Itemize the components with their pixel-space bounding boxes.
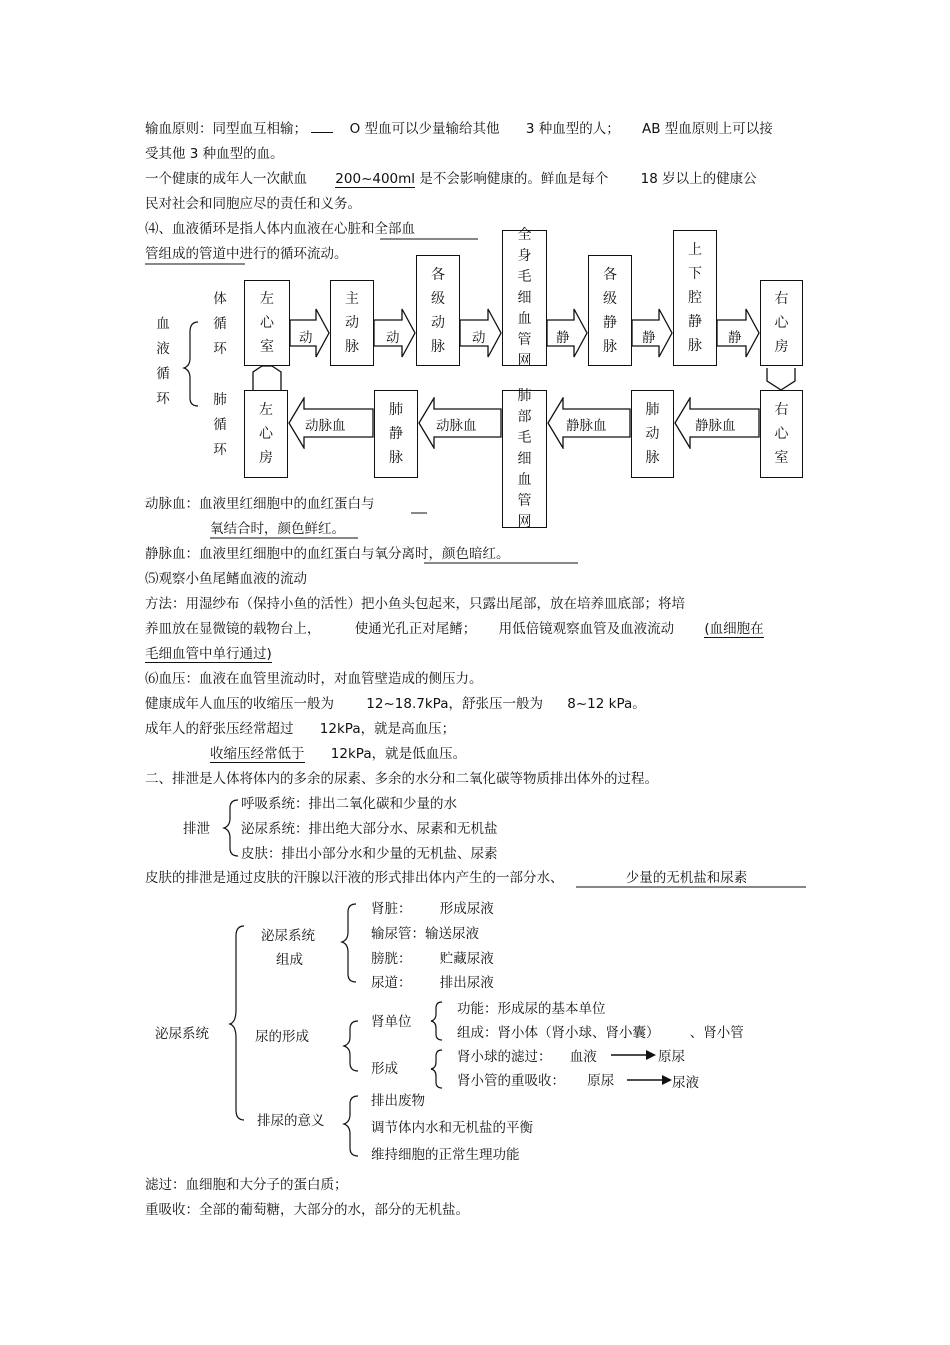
organ-function: 贮藏尿液 (439, 951, 494, 967)
bladder-item (371, 950, 494, 968)
composition-label: 泌尿系统 (261, 928, 315, 944)
excretion-item: 泌尿系统：排出绝大部分水、尿素和无机盐 (241, 821, 498, 837)
box-label: 左心房 (259, 402, 273, 466)
box-pulmonary-artery (631, 390, 674, 478)
donation-text: 一个健康的成年人一次献血 (145, 171, 307, 187)
box-label: 右心房 (774, 291, 789, 355)
arrow-label: 静脉血 (566, 418, 607, 434)
box-label: 主动脉 (345, 291, 359, 355)
fish-text: 毛细血管中单行通过) (145, 646, 272, 662)
box-pulmonary-vein (374, 390, 418, 478)
box-left-ventricle (244, 280, 290, 366)
urethra-item (371, 974, 494, 992)
composition-label: 组成 (276, 952, 303, 968)
pressure-text: 成年人的舒张压经常超过 (145, 721, 294, 737)
box-vena-cava (673, 230, 717, 366)
box-label: 上下腔静脉 (688, 242, 702, 354)
box-lung-capillaries (502, 387, 547, 530)
skin-text: 皮肤的排泄是通过皮肤的汗腺以汗液的形式排出体内产生的一部分水、 (145, 870, 564, 886)
pressure-line-2 (145, 720, 455, 738)
fish-text: 养皿放在显微镜的载物台上， (145, 621, 321, 637)
box-label: 各级静脉 (603, 266, 617, 355)
box-veins (588, 255, 632, 366)
arrow-label: 静脉血 (695, 418, 736, 434)
excretion-item: 皮肤：排出小部分水和少量的无机盐、尿素 (241, 846, 498, 862)
fish-method-2 (145, 620, 764, 638)
meaning-item: 调节体内水和无机盐的平衡 (371, 1120, 533, 1136)
arrow-label: 动 (386, 330, 400, 346)
text-line: 民对社会和同胞应尽的责任和义务。 (145, 196, 361, 212)
organ-name: 肾脏： (371, 901, 412, 917)
circulation-def-2: 管组成的管道中进行的循环流动。 (145, 246, 348, 262)
box-label: 肺静脉 (389, 402, 403, 466)
excretion-item: 呼吸系统：排出二氧化碳和少量的水 (241, 796, 457, 812)
skin-text: 少量的无机盐和尿素 (625, 870, 748, 886)
pressure-text: 健康成年人血压的收缩压一般为 (145, 696, 334, 712)
box-right-atrium (760, 280, 803, 366)
reabsorption-note: 重吸收：全部的葡萄糖，大部分的水，部分的无机盐。 (145, 1202, 469, 1218)
step-name: 肾小管的重吸收： (457, 1073, 565, 1089)
fish-title: ⑸观察小鱼尾鳍血液的流动 (145, 571, 307, 587)
arrow-label: 静 (556, 330, 570, 346)
pressure-text: 收缩压经常低于 (210, 746, 305, 762)
organ-name: 膀胱： (371, 951, 412, 967)
systemic-label: 体循环 (211, 285, 229, 363)
excretion-label: 排泄 (183, 821, 210, 837)
arrow-label: 静 (728, 330, 742, 346)
transfusion-rule: 输血原则：同型血互相输； (145, 121, 307, 137)
donation-age: 18 岁以上的健康公 (640, 171, 757, 187)
organ-function: 形成尿液 (439, 901, 494, 917)
transfusion-three-types: 3 种血型的人； (525, 121, 620, 137)
ureter-item: 输尿管：输送尿液 (371, 926, 479, 942)
organ-name: 尿道： (371, 975, 412, 991)
box-body-capillaries (502, 226, 547, 369)
box-label: 全身毛细血管网 (517, 226, 532, 369)
step-input: 原尿 (587, 1073, 615, 1089)
nephron-label: 肾单位 (371, 1014, 412, 1030)
nephron-text: 、肾小管 (689, 1025, 744, 1041)
filtration-output: 原尿 (658, 1049, 685, 1065)
excretion-title: 二、排泄是人体将体内的多余的尿素、多余的水分和二氧化碳等物质排出体外的过程。 (145, 771, 658, 787)
form-label: 形成 (371, 1061, 398, 1077)
kidney-item (371, 900, 494, 918)
reabsorption-output: 尿液 (672, 1075, 699, 1091)
reabsorption-step (457, 1072, 614, 1090)
box-aorta (330, 280, 374, 366)
organ-function: 排出尿液 (439, 975, 494, 991)
box-label: 右心室 (774, 402, 789, 466)
pressure-title: ⑹血压：血液在血管里流动时，对血管壁造成的侧压力。 (145, 671, 483, 687)
donation-amount: 200~400ml (335, 171, 416, 187)
circulation-def-1: ⑷、血液循环是指人体内血液在心脏和全部血 (145, 221, 415, 237)
text-line: 受其他 3 种血型的血。 (145, 146, 284, 162)
box-label: 各级动脉 (431, 266, 445, 355)
fish-text: (血细胞在 (704, 621, 764, 637)
box-arteries (416, 255, 460, 366)
pressure-text: 12~18.7kPa，舒张压一般为 (366, 696, 543, 712)
arrow-label: 动脉血 (305, 418, 346, 434)
meaning-label: 排尿的意义 (257, 1113, 325, 1129)
transfusion-o-type: O 型血可以少量输给其他 (349, 121, 500, 137)
box-label: 肺部毛细血管网 (517, 387, 532, 530)
fish-method-3 (145, 645, 272, 663)
donation-text-2: 是不会影响健康的。鲜血是每个 (419, 171, 609, 187)
fish-text: 使通光孔正对尾鳍； (354, 621, 477, 637)
box-right-ventricle (760, 390, 803, 478)
step-input: 血液 (569, 1049, 597, 1065)
box-label: 左心室 (260, 291, 274, 355)
pressure-text: 12kPa，就是低血压。 (330, 746, 467, 762)
box-label: 肺动脉 (645, 402, 660, 466)
nephron-text: 组成：肾小体（肾小球、肾小囊） (457, 1025, 660, 1041)
skin-excretion (145, 869, 747, 887)
pressure-text: 12kPa，就是高血压； (319, 721, 456, 737)
nephron-composition (457, 1024, 744, 1042)
meaning-item: 维持细胞的正常生理功能 (371, 1147, 520, 1163)
transfusion-ab-type: AB 型血原则上可以接 (642, 121, 773, 137)
arrow-label: 动脉血 (436, 418, 477, 434)
filtration-step (457, 1048, 597, 1066)
arrow-label: 动 (299, 330, 313, 346)
nephron-function: 功能：形成尿的基本单位 (457, 1001, 606, 1017)
box-left-atrium (244, 390, 288, 478)
meaning-item: 排出废物 (371, 1093, 425, 1109)
pulmonary-label: 肺循环 (211, 386, 229, 464)
pressure-text: 8~12 kPa。 (567, 696, 646, 712)
circulation-label: 血液循环 (154, 312, 172, 412)
formation-label: 尿的形成 (255, 1029, 309, 1045)
arterial-blood-1: 动脉血：血液里红细胞中的血红蛋白与 (145, 496, 375, 512)
urinary-root: 泌尿系统 (155, 1026, 209, 1042)
fish-text: 用低倍镜观察血管及血液流动 (498, 621, 675, 637)
filtration-note: 滤过：血细胞和大分子的蛋白质； (145, 1177, 348, 1193)
arrow-label: 静 (642, 330, 656, 346)
pressure-line-3 (210, 745, 466, 763)
pressure-line-1 (145, 695, 646, 713)
fish-method-1: 方法：用湿纱布（保持小鱼的活性）把小鱼头包起来，只露出尾部，放在培养皿底部；将培 (145, 596, 685, 612)
step-name: 肾小球的滤过： (457, 1049, 552, 1065)
venous-blood: 静脉血：血液里红细胞中的血红蛋白与氧分离时，颜色暗红。 (145, 546, 510, 562)
arrow-label: 动 (472, 330, 486, 346)
arterial-blood-2: 氧结合时，颜色鲜红。 (210, 521, 345, 537)
